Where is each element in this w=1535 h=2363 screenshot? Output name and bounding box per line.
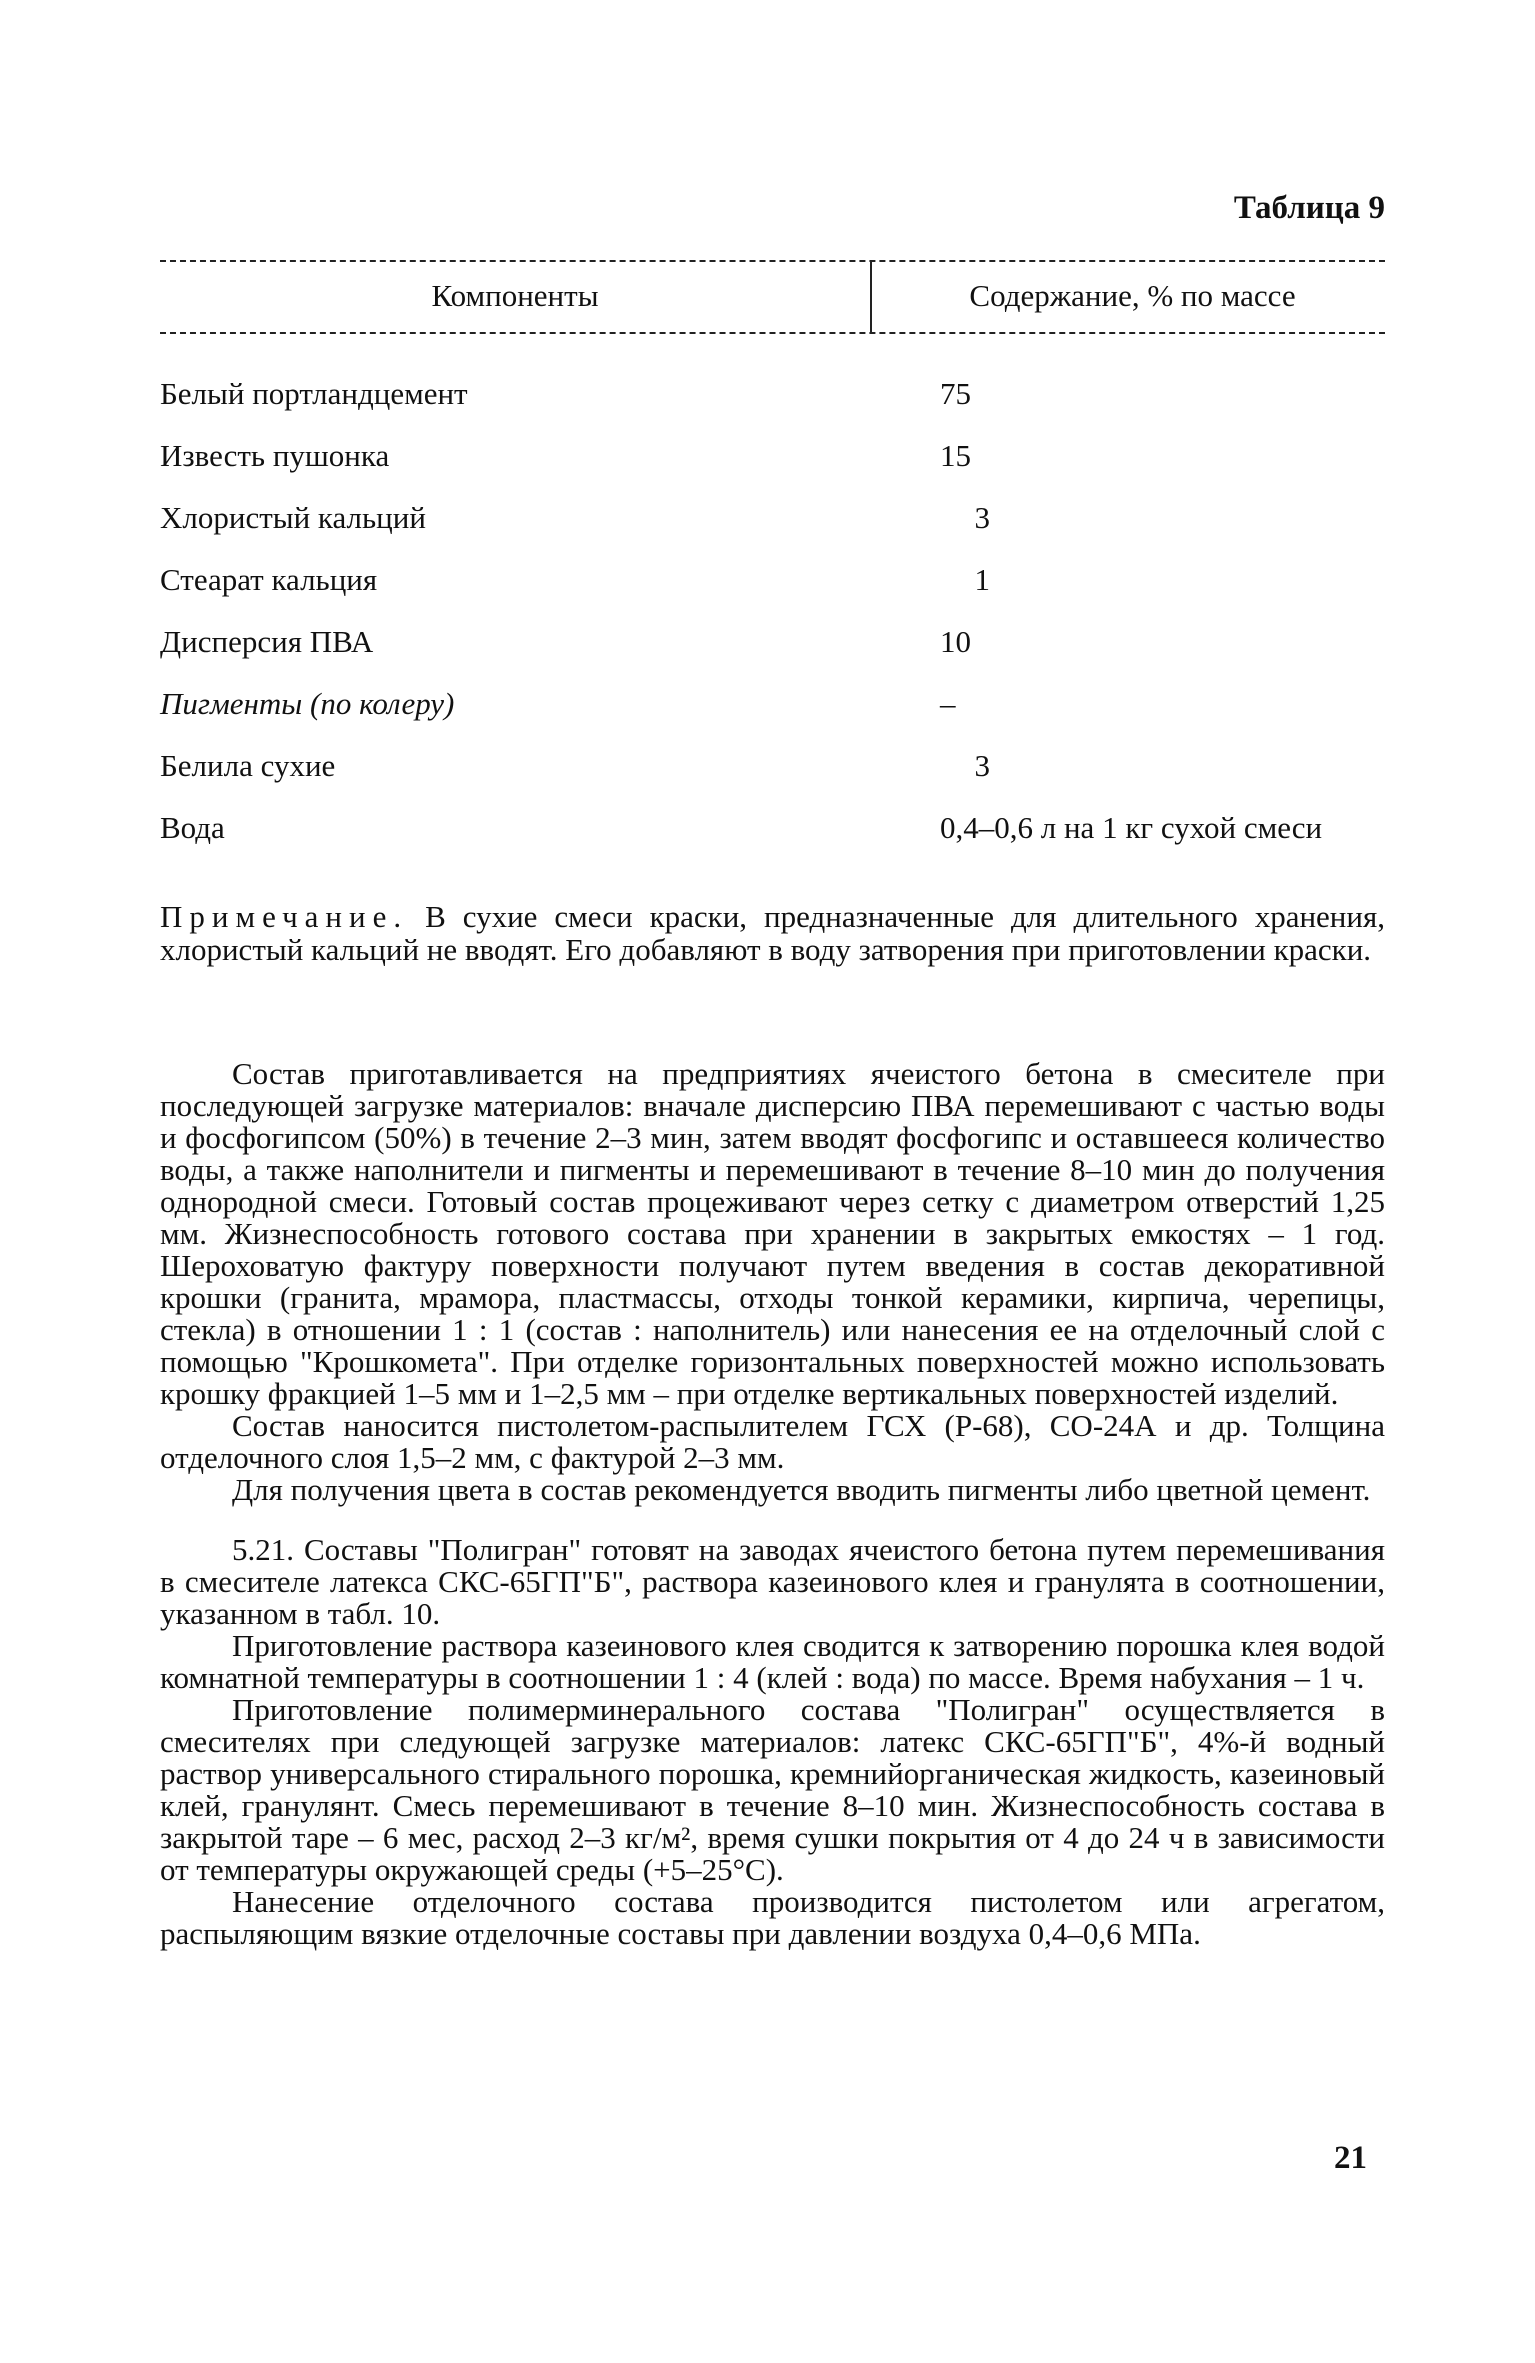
note-label: Примечание. bbox=[160, 899, 409, 934]
header-components: Компоненты bbox=[431, 278, 599, 313]
row-value: 0,4–0,6 л на 1 кг сухой смеси bbox=[940, 810, 1323, 845]
row-component: Дисперсия ПВА bbox=[160, 624, 374, 659]
paragraph: Для получения цвета в состав рекомендуется вводить пигменты либо цветной цемент. bbox=[232, 1472, 1371, 1507]
table-body bbox=[160, 376, 1385, 872]
row-component: Вода bbox=[160, 810, 225, 845]
table-row bbox=[160, 500, 1385, 562]
table-caption: Таблица 9 bbox=[1233, 190, 1385, 226]
paragraph: Приготовление раствора казеинового клея сводится к затворению порошка клея водой комнатной температуры в соотношении 1 : 4 (клей : вода) по массе. Время набухания – 1 ч. bbox=[160, 1628, 1385, 1695]
table-row bbox=[160, 376, 1385, 438]
table-row bbox=[160, 624, 1385, 686]
row-component: Стеарат кальция bbox=[160, 562, 378, 597]
note-text: В сухие смеси краски, предназначенные для длительного хранения, хлористый кальций не вводят. Его добавляют в воду затворения при приготовлении краски. bbox=[160, 899, 1385, 967]
paragraph: Состав наносится пистолетом-распылителем ГСХ (Р-68), СО-24А и др. Толщина отделочного слоя 1,5–2 мм, с фактурой 2–3 мм. bbox=[160, 1408, 1385, 1475]
row-value: 3 bbox=[974, 748, 990, 783]
row-value: 1 bbox=[974, 562, 990, 597]
header-divider bbox=[870, 260, 872, 334]
row-value: 3 bbox=[974, 500, 990, 535]
row-value: – bbox=[940, 686, 956, 721]
row-value: 15 bbox=[940, 438, 971, 473]
table-row bbox=[160, 748, 1385, 810]
row-component: Известь пушонка bbox=[160, 438, 390, 473]
row-component: Пигменты (по колеру) bbox=[160, 686, 455, 721]
table-header bbox=[160, 260, 1385, 334]
table-row bbox=[160, 438, 1385, 500]
table-row bbox=[160, 562, 1385, 624]
paragraph-section-5-21: 5.21. Составы "Полигран" готовят на заводах ячеистого бетона путем перемешивания в смесителе латекса СКС-65ГП"Б", раствора казеинового клея и гранулята в соотношении, указанном в табл. 10. bbox=[160, 1532, 1385, 1631]
row-component: Белила сухие bbox=[160, 748, 336, 783]
composition-table bbox=[160, 260, 1385, 872]
row-value: 75 bbox=[940, 376, 971, 411]
body-text bbox=[160, 1058, 1385, 1950]
row-component: Белый портландцемент bbox=[160, 376, 468, 411]
paragraph: Приготовление полимерминерального состава "Полигран" осуществляется в смесителях при следующей загрузке материалов: латекс СКС-65ГП"Б", 4%-й водный раствор универсального стирального порошка, кремнийорганическая жидкость, казеиновый клей, гранулянт. Смесь перемешивают в течение 8–10 мин. Жизнеспособность состава в закрытой таре – 6 мес, расход 2–3 кг/м², время сушки покрытия от 4 до 24 ч в зависимости от температуры окружающей среды (+5–25°С). bbox=[160, 1692, 1385, 1887]
table-note bbox=[160, 900, 1385, 966]
table-row bbox=[160, 810, 1385, 872]
row-value: 10 bbox=[940, 624, 971, 659]
paragraph: Нанесение отделочного состава производится пистолетом или агрегатом, распыляющим вязкие отделочные составы при давлении воздуха 0,4–0,6 МПа. bbox=[160, 1884, 1385, 1951]
page-number: 21 bbox=[1334, 2140, 1367, 2176]
table-row bbox=[160, 686, 1385, 748]
paragraph: Состав приготавливается на предприятиях ячеистого бетона в смесителе при последующей загрузке материалов: вначале дисперсию ПВА перемешивают с частью воды и фосфогипсом (50%) в течение 2–3 мин, затем вводят фосфогипс и оставшееся количество воды, а также наполнители и пигменты и перемешивают в течение 8–10 мин до получения однородной смеси. Готовый состав процеживают через сетку с диаметром отверстий 1,25 мм. Жизнеспособность готового состава при хранении в закрытых емкостях – 1 год. Шероховатую фактуру поверхности получают путем введения в состав декоративной крошки (гранита, мрамора, пластмассы, отходы тонкой керамики, кирпича, черепицы, стекла) в отношении 1 : 1 (состав : наполнитель) или нанесения ее на отделочный слой с помощью "Крошкомета". При отделке горизонтальных поверхностей можно использовать крошку фракцией 1–5 мм и 1–2,5 мм – при отделке вертикальных поверхностей изделий. bbox=[160, 1056, 1385, 1411]
header-content: Содержание, % по массе bbox=[969, 278, 1296, 313]
row-component: Хлористый кальций bbox=[160, 500, 426, 535]
